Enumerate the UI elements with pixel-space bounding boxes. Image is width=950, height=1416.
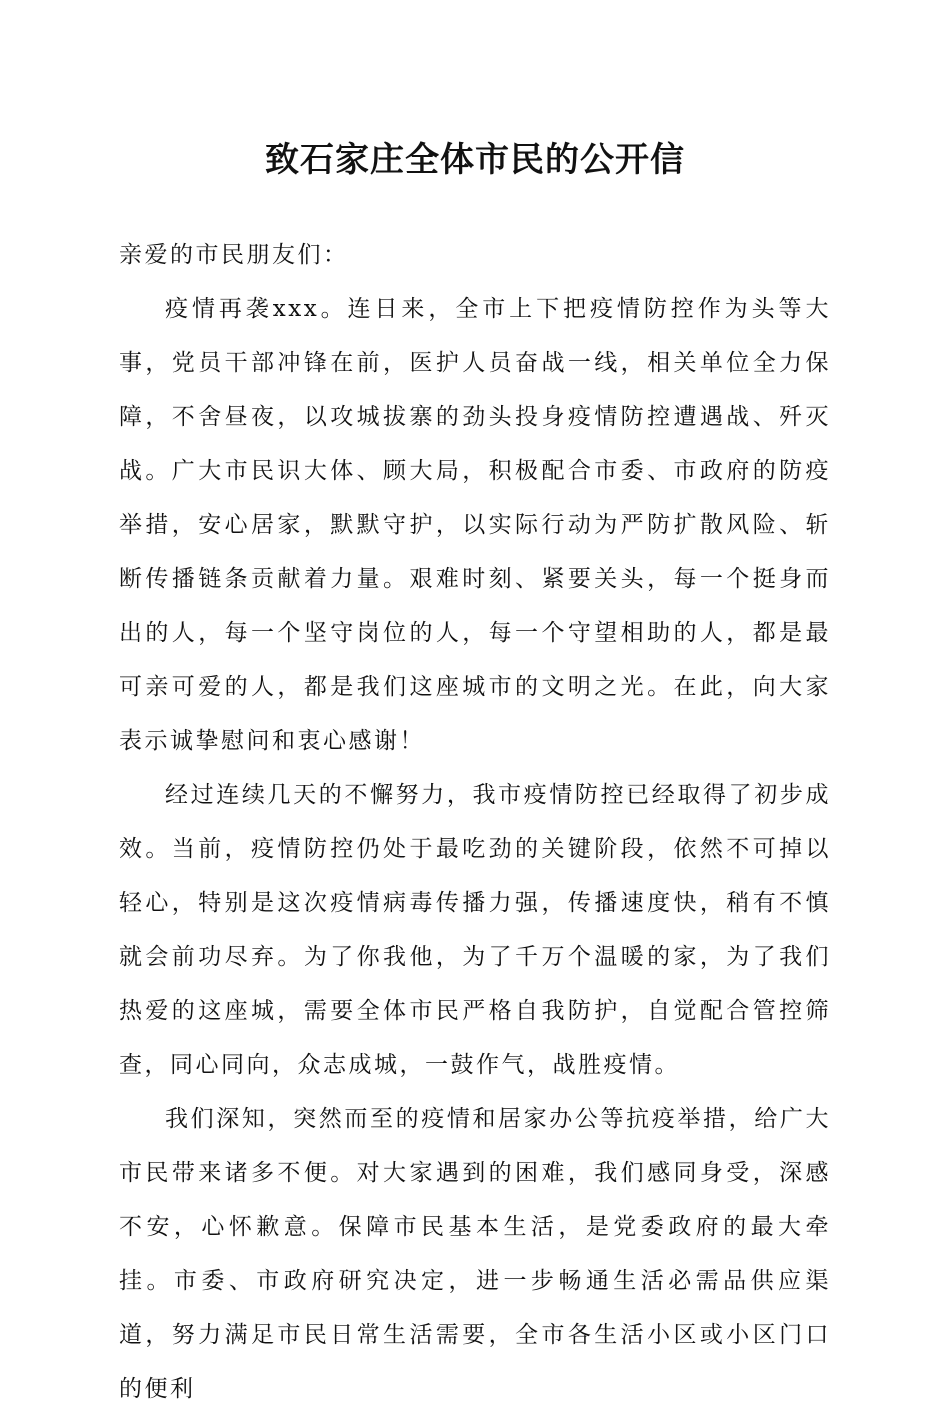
document-title: 致石家庄全体市民的公开信 (265, 140, 685, 180)
paragraph-2: 经过连续几天的不懈努力，我市疫情防控已经取得了初步成效。当前，疫情防控仍处于最吃劲的关键阶段，依然不可掉以轻心，特别是这次疫情病毒传播力强，传播速度快，稍有不慎就会前功尽弃。为了你我他，为了千万个温暖的家，为了我们热爱的这座城，需要全体市民严格自我防护，自觉配合管控筛查，同心同向，众志成城，一鼓作气，战胜疫情。 (119, 782, 831, 1078)
paragraph-3: 我们深知，突然而至的疫情和居家办公等抗疫举措，给广大市民带来诸多不便。对大家遇到的困难，我们感同身受，深感不安，心怀歉意。保障市民基本生活，是党委政府的最大牵挂。市委、市政府研究决定，进一步畅通生活必需品供应渠道，努力满足市民日常生活需要，全市各生活小区或小区门口的便利 (119, 1106, 831, 1402)
paragraph-1: 疫情再袭xxx。连日来，全市上下把疫情防控作为头等大事，党员干部冲锋在前，医护人员奋战一线，相关单位全力保障，不舍昼夜，以攻城拔寨的劲头投身疫情防控遭遇战、歼灭战。广大市民识大体、顾大局，积极配合市委、市政府的防疫举措，安心居家，默默守护，以实际行动为严防扩散风险、斩断传播链条贡献着力量。艰难时刻、紧要关头，每一个挺身而出的人，每一个坚守岗位的人，每一个守望相助的人，都是最可亲可爱的人，都是我们这座城市的文明之光。在此，向大家表示诚挚慰问和衷心感谢！ (119, 296, 831, 754)
document-body (119, 228, 831, 1416)
salutation: 亲爱的市民朋友们： (119, 242, 349, 268)
